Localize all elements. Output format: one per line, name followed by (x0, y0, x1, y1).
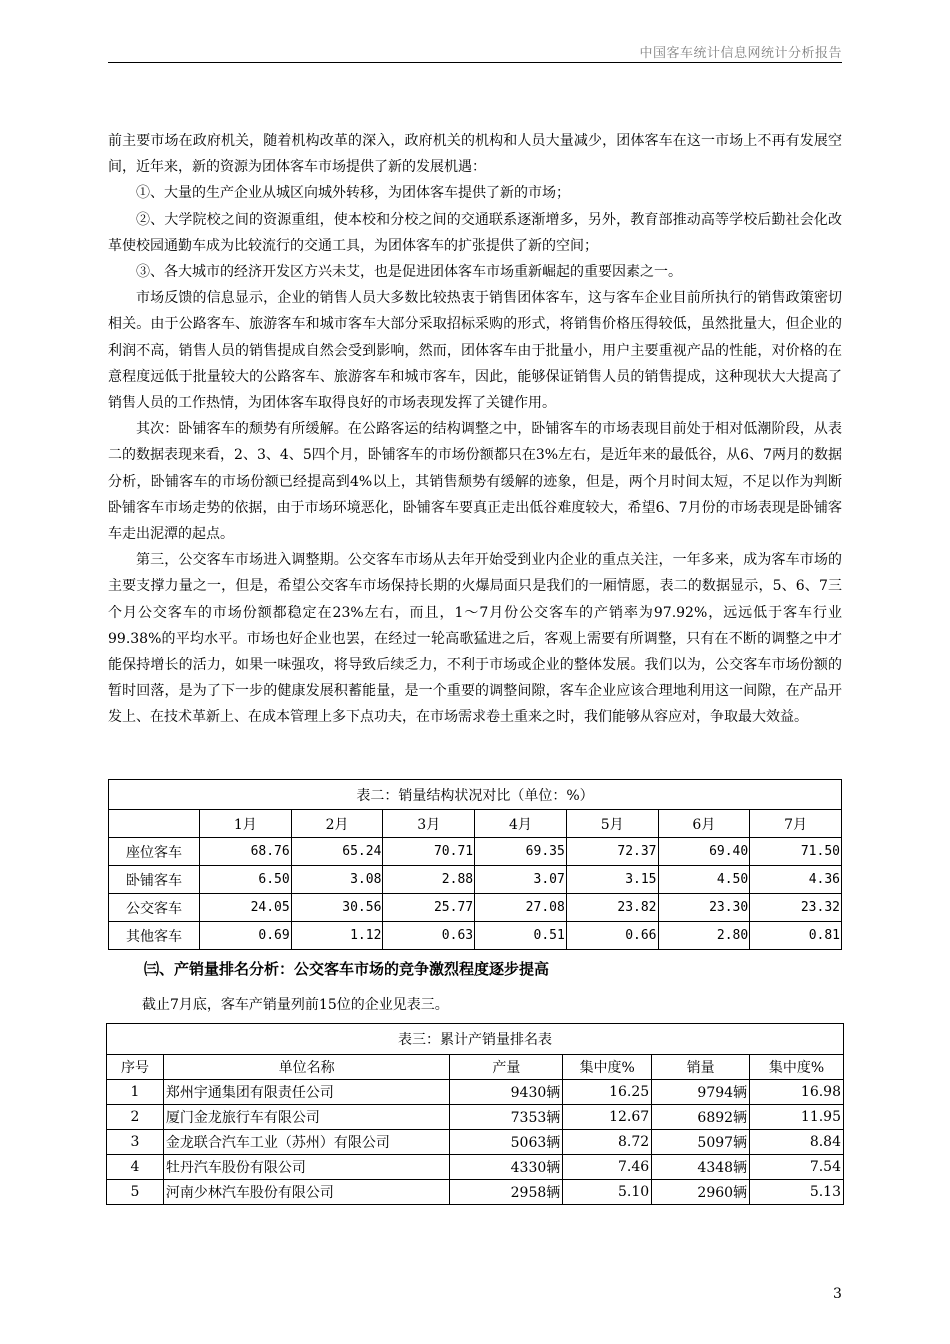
output-cell: 2958辆 (450, 1180, 563, 1205)
table-row (107, 1080, 844, 1105)
table-cell: 24.05 (200, 894, 292, 922)
output-cell: 9430辆 (450, 1080, 563, 1105)
company-cell: 牡丹汽车股份有限公司 (163, 1155, 450, 1180)
table-row (107, 1105, 844, 1130)
column-header: 单位名称 (163, 1055, 450, 1080)
table-cell: 3.15 (566, 866, 658, 894)
month-header: 3月 (383, 810, 475, 838)
table-cell: 1.12 (291, 922, 383, 950)
sales-structure-table (108, 779, 842, 950)
row-label: 卧铺客车 (109, 866, 200, 894)
month-header: 1月 (200, 810, 292, 838)
table-row (109, 838, 842, 866)
body-text (108, 128, 842, 731)
column-header: 序号 (107, 1055, 164, 1080)
sales-share-cell: 8.84 (750, 1130, 844, 1155)
row-label: 其他客车 (109, 922, 200, 950)
table-cell: 3.07 (475, 866, 567, 894)
table-header-row (109, 810, 842, 838)
rank-cell: 3 (107, 1130, 164, 1155)
corner-cell (109, 810, 200, 838)
table-cell: 68.76 (200, 838, 292, 866)
table-cell: 0.63 (383, 922, 475, 950)
table-cell: 71.50 (750, 838, 842, 866)
sales-cell: 2960辆 (652, 1180, 750, 1205)
paragraph: 前主要市场在政府机关，随着机构改革的深入，政府机关的机构和人员大量减少，团体客车在这一市场上不再有发展空间，近年来，新的资源为团体客车市场提供了新的发展机遇： (108, 133, 842, 176)
table-cell: 27.08 (475, 894, 567, 922)
month-header: 6月 (658, 810, 750, 838)
rank-cell: 2 (107, 1105, 164, 1130)
output-share-cell: 12.67 (563, 1105, 652, 1130)
table-cell: 0.66 (566, 922, 658, 950)
table-caption: 表二：销量结构状况对比（单位：%） (109, 780, 842, 810)
table-cell: 69.35 (475, 838, 567, 866)
paragraph: 其次：卧铺客车的颓势有所缓解。在公路客运的结构调整之中，卧铺客车的市场表现目前处于相对低潮阶段，从表二的数据表现来看，2、3、4、5四个月，卧铺客车的市场份额都只在3%左右，是近年来的最低谷，从6、7两月的数据分析，卧铺客车的市场份额已经提高到4%以上，其销售颓势有缓解的迹象，但是，两个月时间太短，不足以作为判断卧铺客车市场走势的依据，由于市场环境恶化，卧铺客车要真正走出低谷难度较大，希望6、7月份的市场表现是卧铺客车走出泥潭的起点。 (108, 421, 842, 543)
paragraph: ①、大量的生产企业从城区向城外转移，为团体客车提供了新的市场； (136, 185, 570, 202)
company-cell: 郑州宇通集团有限责任公司 (163, 1080, 450, 1105)
table-cell: 2.88 (383, 866, 475, 894)
table-cell: 4.50 (658, 866, 750, 894)
table-header-row (107, 1055, 844, 1080)
company-cell: 厦门金龙旅行车有限公司 (163, 1105, 450, 1130)
table-row (107, 1180, 844, 1205)
table-cell: 6.50 (200, 866, 292, 894)
header-title: 中国客车统计信息网统计分析报告 (639, 46, 842, 61)
company-cell: 金龙联合汽车工业（苏州）有限公司 (163, 1130, 450, 1155)
table-row (109, 922, 842, 950)
output-cell: 7353辆 (450, 1105, 563, 1130)
page-header (108, 40, 842, 63)
rank-cell: 4 (107, 1155, 164, 1180)
company-cell: 河南少林汽车股份有限公司 (163, 1180, 450, 1205)
month-header: 5月 (566, 810, 658, 838)
table-cell: 65.24 (291, 838, 383, 866)
table-row (109, 866, 842, 894)
table-cell: 2.80 (658, 922, 750, 950)
section-intro: 截止7月底，客车产销量列前15位的企业见表三。 (142, 997, 449, 1013)
rank-cell: 5 (107, 1180, 164, 1205)
column-header: 集中度% (750, 1055, 844, 1080)
sales-share-cell: 16.98 (750, 1080, 844, 1105)
month-header: 7月 (750, 810, 842, 838)
table-cell: 0.69 (200, 922, 292, 950)
table-cell: 0.81 (750, 922, 842, 950)
output-share-cell: 5.10 (563, 1180, 652, 1205)
table-row (107, 1130, 844, 1155)
output-share-cell: 8.72 (563, 1130, 652, 1155)
sales-cell: 5097辆 (652, 1130, 750, 1155)
table-caption: 表三：累计产销量排名表 (107, 1024, 844, 1055)
column-header: 集中度% (563, 1055, 652, 1080)
table-cell: 23.82 (566, 894, 658, 922)
table-caption-row (107, 1024, 844, 1055)
output-cell: 4330辆 (450, 1155, 563, 1180)
table-cell: 70.71 (383, 838, 475, 866)
table-cell: 3.08 (291, 866, 383, 894)
column-header: 销量 (652, 1055, 750, 1080)
table-cell: 23.30 (658, 894, 750, 922)
table-cell: 30.56 (291, 894, 383, 922)
row-label: 公交客车 (109, 894, 200, 922)
output-share-cell: 16.25 (563, 1080, 652, 1105)
table-cell: 0.51 (475, 922, 567, 950)
month-header: 4月 (475, 810, 567, 838)
rank-cell: 1 (107, 1080, 164, 1105)
table-cell: 69.40 (658, 838, 750, 866)
month-header: 2月 (291, 810, 383, 838)
page-number: 3 (833, 1286, 842, 1302)
paragraph: 第三，公交客车市场进入调整期。公交客车市场从去年开始受到业内企业的重点关注，一年多来，成为客车市场的主要支撑力量之一，但是，希望公交客车市场保持长期的火爆局面只是我们的一厢情愿，表二的数据显示，5、6、7三个月公交客车的市场份额都稳定在23%左右，而且，1～7月份公交客车的产销率为97.92%，远远低于客车行业99.38%的平均水平。市场也好企业也罢，在经过一轮高歌猛进之后，客观上需要有所调整，只有在不断的调整之中才能保持增长的活力，如果一味强攻，将导致后续乏力，不利于市场或企业的整体发展。我们以为，公交客车市场份额的暂时回落，是为了下一步的健康发展积蓄能量，是一个重要的调整间隙，客车企业应该合理地利用这一间隙，在产品开发上、在技术革新上、在成本管理上多下点功夫，在市场需求卷土重来之时，我们能够从容应对，争取最大效益。 (108, 552, 842, 726)
table-caption-row (109, 780, 842, 810)
output-cell: 5063辆 (450, 1130, 563, 1155)
table-cell: 4.36 (750, 866, 842, 894)
output-share-cell: 7.46 (563, 1155, 652, 1180)
sales-cell: 4348辆 (652, 1155, 750, 1180)
table-cell: 72.37 (566, 838, 658, 866)
sales-cell: 9794辆 (652, 1080, 750, 1105)
row-label: 座位客车 (109, 838, 200, 866)
sales-share-cell: 11.95 (750, 1105, 844, 1130)
table-row (107, 1155, 844, 1180)
paragraph: ③、各大城市的经济开发区方兴未艾，也是促进团体客车市场重新崛起的重要因素之一。 (136, 264, 682, 281)
table-cell: 25.77 (383, 894, 475, 922)
table-cell: 23.32 (750, 894, 842, 922)
paragraph: 市场反馈的信息显示，企业的销售人员大多数比较热衷于销售团体客车，这与客车企业目前所执行的销售政策密切相关。由于公路客车、旅游客车和城市客车大部分采取招标采购的形式，将销售价格压得较低，虽然批量大，但企业的利润不高，销售人员的销售提成自然会受到影响，然而，团体客车由于批量小，用户主要重视产品的性能，对价格的在意程度远低于批量较大的公路客车、旅游客车和城市客车，因此，能够保证销售人员的销售提成，这种现状大大提高了销售人员的工作热情，为团体客车取得良好的市场表现发挥了关键作用。 (108, 290, 842, 412)
sales-cell: 6892辆 (652, 1105, 750, 1130)
column-header: 产量 (450, 1055, 563, 1080)
table-row (109, 894, 842, 922)
sales-share-cell: 5.13 (750, 1180, 844, 1205)
paragraph: ②、大学院校之间的资源重组，使本校和分校之间的交通联系逐渐增多，另外，教育部推动高等学校后勤社会化改革使校园通勤车成为比较流行的交通工具，为团体客车的扩张提供了新的空间； (108, 211, 842, 254)
sales-share-cell: 7.54 (750, 1155, 844, 1180)
section-heading: ㈢、产销量排名分析：公交客车市场的竞争激烈程度逐步提高 (144, 960, 550, 978)
ranking-table (106, 1023, 844, 1205)
